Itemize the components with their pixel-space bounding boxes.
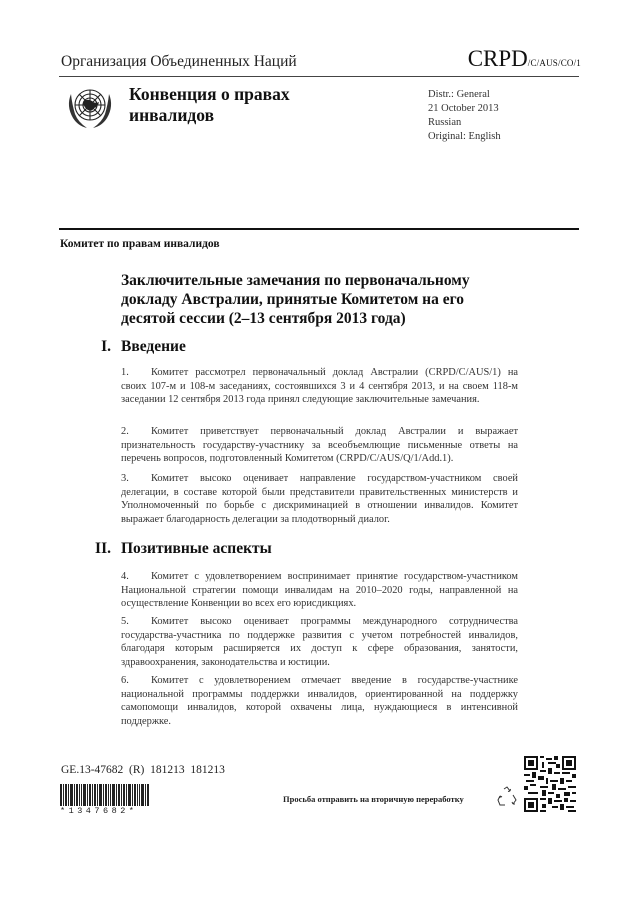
paragraph-number: 4. — [121, 571, 129, 582]
paragraph-text: Комитет с удовлетворением воспринимает принятие государством-участником Национальной стратегии помощи инвалидам на 2010–2020 годы, направленной на осуществление Конвенции во всех его юрисдикциях. — [121, 571, 518, 610]
document-symbol — [468, 46, 581, 72]
paragraph-text: Комитет высоко оценивает программы международного сотрудничества государства-участника по поддержке развития с учетом потребностей инвалидов, благодаря которым расширяется их доступ к сфере образования, занятости, здравоохранения, законодательства и юстиции. — [121, 616, 518, 668]
paragraph — [121, 674, 518, 728]
convention-title — [129, 84, 290, 126]
paragraph-number: 5. — [121, 616, 129, 627]
barcode-icon — [60, 784, 150, 806]
distribution-status: Distr.: General — [428, 89, 490, 100]
section-heading — [95, 540, 272, 558]
distribution-language: Russian — [428, 117, 462, 128]
convention-title-line: инвалидов — [129, 105, 215, 125]
header-rule — [59, 76, 579, 77]
paragraph-number: 6. — [121, 675, 129, 686]
paragraph-text: Комитет рассмотрел первоначальный доклад Австралии (CRPD/C/AUS/1) на своих 107-м и 108-м заседаниях, состоявшихся 3 и 4 сентября 2013, и на своем 118-м заседании 12 сентября 2013 года принял следующие заключительные замечания. — [121, 367, 518, 406]
paragraph — [121, 425, 518, 466]
qr-code-icon — [524, 756, 576, 812]
document-title-line: десятой сессии (2–13 сентября 2013 года) — [121, 310, 406, 327]
document-title — [121, 271, 541, 328]
committee-name: Комитет по правам инвалидов — [60, 238, 220, 250]
convention-title-line: Конвенция о правах — [129, 84, 290, 104]
paragraph-text: Комитет высоко оценивает направление государством-участником своей делегации, в составе которой были представители правительственных министерств и Уполномоченный по борьбе с дискриминацией в отношении инвалидов. Комитет выражает благодарность делегации за плодотворный диалог. — [121, 473, 518, 525]
organization-name: Организация Объединенных Наций — [61, 53, 297, 70]
paragraph-number: 2. — [121, 426, 129, 437]
document-title-line: докладу Австралии, принятые Комитетом на его — [121, 291, 464, 308]
paragraph-number: 3. — [121, 473, 129, 484]
paragraph — [121, 615, 518, 669]
paragraph — [121, 472, 518, 526]
distribution-original: Original: English — [428, 131, 501, 142]
title-rule — [59, 228, 579, 230]
recycle-notice: Просьба отправить на вторичную переработку — [283, 794, 464, 804]
distribution-date: 21 October 2013 — [428, 103, 499, 114]
paragraph-number: 1. — [121, 367, 129, 378]
paragraph-text: Комитет приветствует первоначальный доклад Австралии и выражает признательность государству-участнику за всеобъемлющие письменные ответы на перечень вопросов, подготовленный Комитетом (CRPD/C/AUS/Q/1/Add.1). — [121, 426, 518, 465]
section-heading — [101, 338, 186, 356]
paragraph-text: Комитет с удовлетворением отмечает введение в государстве-участнике национальной программы поддержки инвалидов, ориентированной на поддержку самопомощи инвалидов, которой охвачены лица, нуждающиеся в интенсивной поддержке. — [121, 675, 518, 727]
un-emblem-icon — [63, 80, 117, 134]
section-title: Введение — [121, 338, 186, 355]
document-symbol-main: CRPD — [467, 46, 528, 71]
recycle-icon — [496, 786, 518, 808]
section-number: I. — [101, 338, 111, 355]
document-symbol-suffix: /C/AUS/CO/1 — [527, 58, 581, 68]
section-number: II. — [95, 540, 111, 557]
section-title: Позитивные аспекты — [121, 540, 272, 557]
document-title-line: Заключительные замечания по первоначальному — [121, 272, 470, 289]
paragraph — [121, 366, 518, 407]
distribution-info — [428, 88, 501, 144]
job-code: GE.13-47682 (R) 181213 181213 — [61, 764, 225, 776]
paragraph — [121, 570, 518, 611]
barcode-number: *1347682* — [60, 806, 138, 816]
